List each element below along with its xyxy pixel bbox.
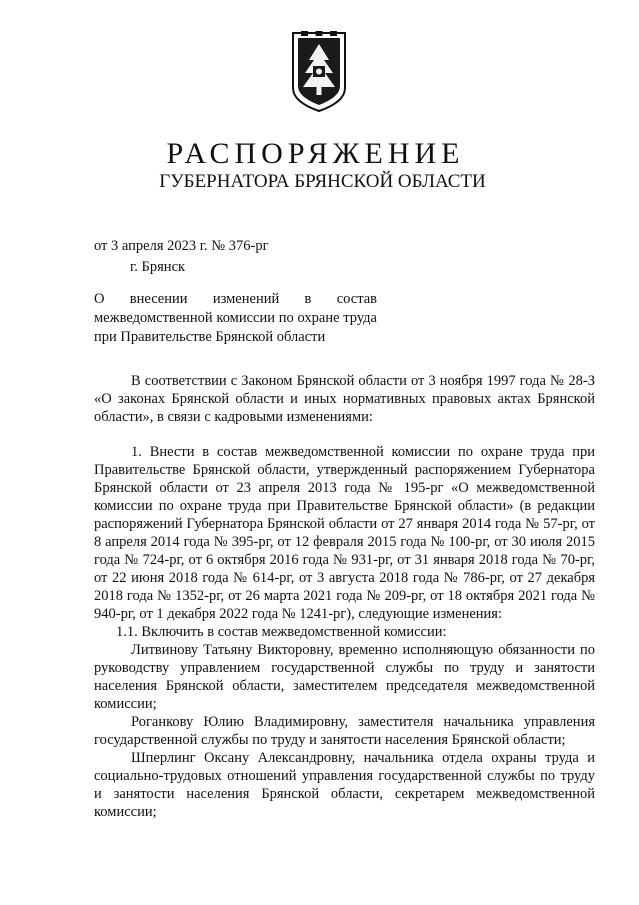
document-body <box>94 372 595 821</box>
member-paragraph: Литвинову Татьяну Викторовну, временно исполняющую обязанности по руководству управлением государственной службы по труду и занятости населения Брянской области, заместителем председателя межведомственной комиссии; <box>94 642 595 712</box>
document-subject: О внесении изменений в состав межведомственной комиссии по охране труда при Правительстве Брянской области <box>94 291 377 345</box>
coat-of-arms-icon <box>288 30 350 114</box>
item-1-1-paragraph: 1.1. Включить в состав межведомственной комиссии: <box>116 624 447 640</box>
preamble-paragraph: В соответствии с Законом Брянской области от 3 ноября 1997 года № 28-З «О законах Брянской области и иных нормативных правовых актах Брянской области», в связи с кадровыми изменениями: <box>94 373 595 425</box>
document-title: РАСПОРЯЖЕНИЕ <box>166 137 465 170</box>
member-paragraph: Роганкову Юлию Владимировну, заместителя начальника управления государственной службы по труду и занятости населения Брянской области; <box>94 714 595 748</box>
document-date-number: от 3 апреля 2023 г. № 376-рг <box>94 238 269 254</box>
item-1-paragraph: 1. Внести в состав межведомственной комиссии по охране труда при Правительстве Брянской области, утвержденный распоряжением Губернатора Брянской области от 23 апреля 2013 года № 195-рг «О межведомственной комиссии по охране труда при Правительстве Брянской области» (в редакции распоряжений Губернатора Брянской области от 27 января 2014 года № 57-рг, от 8 апреля 2014 года № 395-рг, от 12 февраля 2015 года № 100-рг, от 30 июля 2015 года № 724-рг, от 6 октября 2016 года № 931-рг, от 31 января 2018 года № 70-рг, от 22 июня 2018 года № 614-рг, от 3 августа 2018 года № 786-рг, от 27 декабря 2018 года № 1352-рг, от 26 марта 2021 года № 209-рг, от 18 октября 2021 года № 940-рг, от 1 декабря 2022 года № 1241-рг), следующие изменения: <box>94 444 595 622</box>
document-subtitle: ГУБЕРНАТОРА БРЯНСКОЙ ОБЛАСТИ <box>159 171 486 192</box>
document-city: г. Брянск <box>130 259 186 275</box>
member-paragraph: Шперлинг Оксану Александровну, начальника отдела охраны труда и социально-трудовых отношений управления государственной службы по труду и занятости населения Брянской области, секретарем межведомственной комиссии; <box>94 750 595 820</box>
